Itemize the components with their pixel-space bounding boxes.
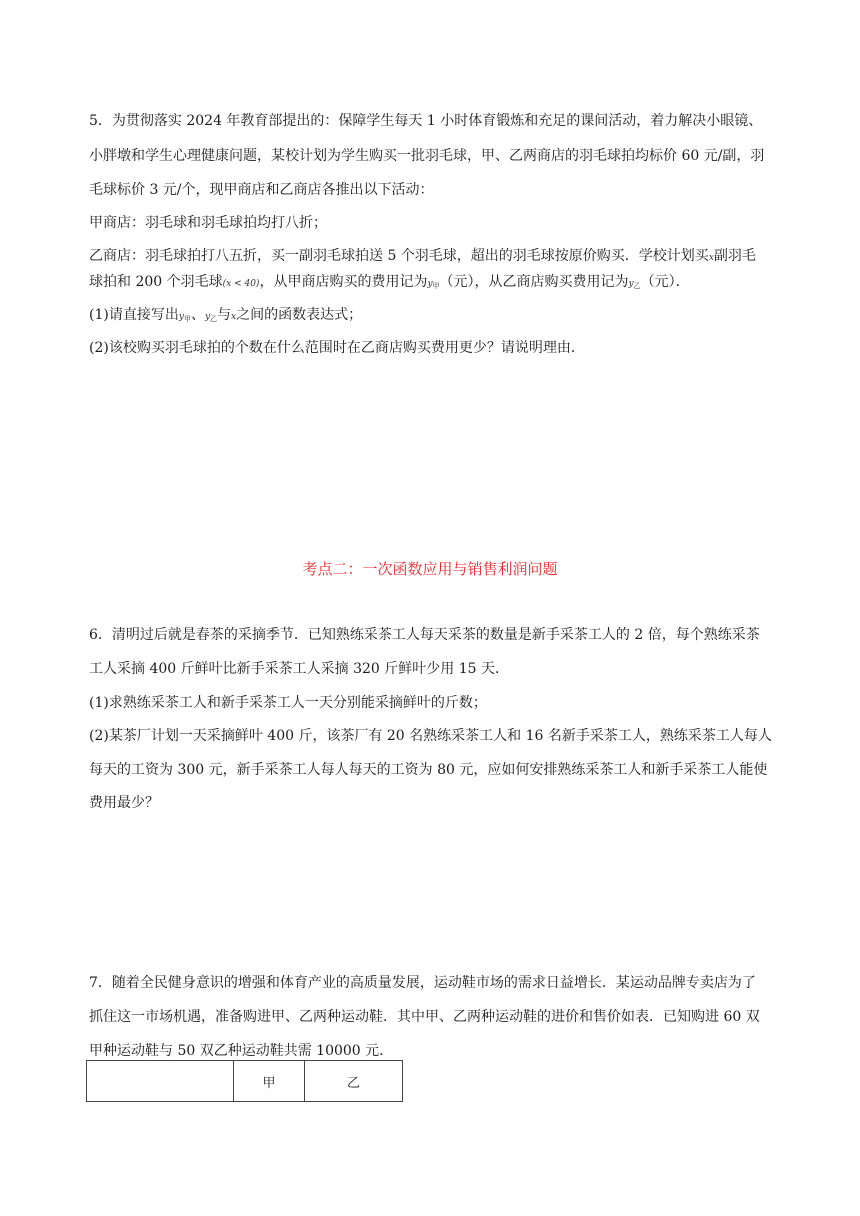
problem5-y-yi: $y_乙$: [628, 279, 641, 290]
problem5-var-x: x: [708, 253, 714, 263]
problem6-question2-line1: (2)某茶厂计划一天采摘鲜叶 400 斤，该茶厂有 20 名熟练采茶工人和 16 名新手采茶工人，熟练采茶工人每人: [89, 728, 772, 744]
problem5-line6-text-a: 球拍和 200 个羽毛球: [89, 274, 223, 290]
problem5-line4: 甲商店：羽毛球和羽毛球拍均打八折；: [89, 215, 327, 231]
problem5-q1-text-c: 与: [217, 307, 232, 323]
price-table: [86, 1060, 403, 1102]
problem5-line6-text-c: （元），从乙商店购买费用记为: [439, 274, 629, 290]
problem5-q1-text-d: 之间的函数表达式；: [236, 307, 363, 323]
problem5-line5-text-a: 乙商店：羽毛球拍打八五折，买一副羽毛球拍送 5 个羽毛球，超出的羽毛球按原价购买．学校计划买: [89, 248, 709, 264]
problem5-line5-text-b: 副羽毛: [713, 248, 756, 264]
problem5-q1-y-jia: $y_甲$: [178, 312, 191, 323]
problem5-line6-text-b: ，从甲商店购买的费用记为: [259, 274, 428, 290]
problem5-question2: (2)该校购买羽毛球拍的个数在什么范围时在乙商店购买费用更少？请说明理由．: [89, 340, 585, 356]
problem6-question2-line3: 费用最少？: [89, 795, 159, 811]
problem6-question1: (1)求熟练采茶工人和新手采茶工人一天分别能采摘鲜叶的斤数；: [89, 695, 487, 711]
problem5-line6-text-d: （元）．: [640, 274, 690, 290]
problem6-line1: 6．清明过后就是春茶的采摘季节．已知熟练采茶工人每天采茶的数量是新手采茶工人的 2 倍，每个熟练采茶: [89, 627, 760, 643]
table-header-yi: 乙: [305, 1061, 403, 1102]
section-title: 考点二：一次函数应用与销售利润问题: [302, 560, 558, 578]
problem5-q1-text-a: (1)请直接写出: [89, 307, 179, 323]
problem5-line3: 毛球标价 3 元/个，现甲商店和乙商店各推出以下活动：: [89, 182, 434, 198]
problem5-y-jia: $y_甲$: [427, 279, 440, 290]
problem7-line2: 抓住这一市场机遇，准备购进甲、乙两种运动鞋．其中甲、乙两种运动鞋的进价和售价如表．已知购进 60 双: [89, 1009, 760, 1025]
table-header-row: [87, 1061, 403, 1102]
problem5-condition: (x < 40): [222, 279, 260, 289]
table-header-blank: [87, 1061, 234, 1102]
problem5-line1: 5．为贯彻落实 2024 年教育部提出的：保障学生每天 1 小时体育锻炼和充足的课间活动，着力解决小眼镜、: [89, 113, 763, 129]
problem5-question1: [89, 305, 774, 329]
table-header-jia: 甲: [234, 1061, 305, 1102]
problem5-line6: [89, 272, 774, 296]
problem5-line2: 小胖墩和学生心理健康问题，某校计划为学生购买一批羽毛球，甲、乙两商店的羽毛球拍均标价 60 元/副，羽: [89, 148, 765, 164]
problem5-line5: [89, 246, 774, 268]
problem5-q1-x: x: [231, 312, 237, 322]
problem7-line3: 甲种运动鞋与 50 双乙种运动鞋共需 10000 元．: [89, 1043, 394, 1059]
problem5-q1-y-yi: $y_乙$: [204, 312, 218, 323]
problem5-q1-text-b: 、: [190, 307, 205, 323]
problem7-line1: 7．随着全民健身意识的增强和体育产业的高质量发展，运动鞋市场的需求日益增长．某运动品牌专卖店为了: [89, 975, 756, 991]
problem6-question2-line2: 每天的工资为 300 元，新手采茶工人每人每天的工资为 80 元，应如何安排熟练采茶工人和新手采茶工人能使: [89, 762, 768, 778]
problem6-line2: 工人采摘 400 斤鲜叶比新手采茶工人采摘 320 斤鲜叶少用 15 天．: [89, 661, 509, 677]
